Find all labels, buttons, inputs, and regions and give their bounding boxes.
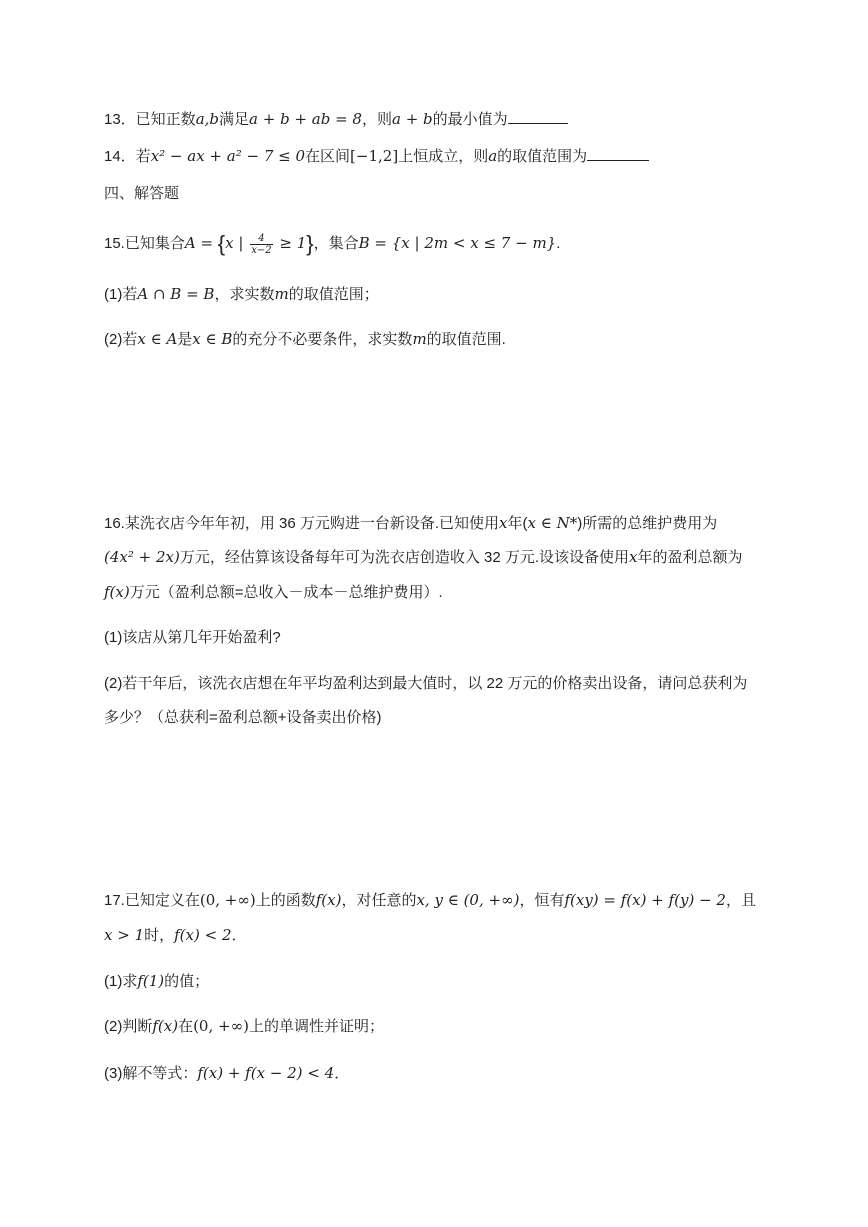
q15-fraction (250, 233, 272, 256)
q13-mid: 满足 (219, 111, 250, 128)
q15-p1-cond: A ∩ B = B (137, 285, 215, 303)
q17-l1-f: f(x) (315, 891, 342, 909)
q14-suffix: 的取值范围为 (497, 148, 588, 165)
q16-l3-suffix: 万元（盈利总额=总收入－成本－总维护费用）. (129, 584, 443, 601)
q16-l2-expr: (4x² + 2x) (104, 548, 180, 566)
q16-part-2-line-1: (2)若干年后，该洗衣店想在年平均盈利达到最大值时，以 22 万元的价格卖出设备，请问总获利为 (104, 675, 748, 692)
q15-p2-mid: 是 (177, 331, 193, 348)
q17-l1-suffix: ，且 (725, 892, 756, 909)
q17-l1-equation: f(xy) = f(x) + f(y) − 2 (564, 891, 726, 909)
q17-p3-ineq: f(x) + f(x − 2) < 4 (197, 1064, 335, 1082)
question-13 (104, 108, 568, 131)
question-14 (104, 145, 649, 168)
q17-p1-prefix: (1)求 (104, 973, 138, 990)
q17-l1-mid3: ，恒有 (519, 892, 565, 909)
q16-l2-x: x (629, 548, 638, 566)
q15-frac-den: x−2 (251, 244, 272, 256)
q16-l3-f: f(x) (104, 583, 130, 601)
q16-l1-suffix: )所需的总维护费用为 (577, 515, 718, 532)
q17-p2-f: f(x) (152, 1017, 179, 1035)
q17-p1-suffix: 的值； (164, 973, 210, 990)
q13-vars: a,b (195, 110, 220, 128)
q17-l1-domain: (0, +∞) (199, 891, 256, 909)
q15-set-a-lhs: A = (184, 234, 218, 252)
q16-l2-mid: 万元，经估算该设备每年可为洗衣店创造收入 32 万元.设该设备使用 (179, 549, 630, 566)
q15-set-b: B = {x | 2m < x ≤ 7 − m} (358, 234, 557, 252)
q15-left-brace: { (217, 231, 226, 257)
q16-l1-prefix: 16.某洗衣店今年年初，用 36 万元购进一台新设备.已知使用 (104, 515, 500, 532)
q15-p2-mid2: 的充分不必要条件，求实数 (232, 331, 413, 348)
q15-right-brace: } (306, 231, 314, 257)
q15-part-2 (104, 328, 506, 351)
q15-mid: ，集合 (313, 235, 359, 252)
q15-set-a-var: x | (225, 234, 249, 252)
q16-l1-x: x (499, 514, 508, 532)
q17-l1-xy: x, y ∈ (0, +∞) (416, 891, 520, 909)
q15-p1-prefix: (1)若 (104, 286, 138, 303)
q14-var: a (488, 147, 498, 165)
q17-l2-cond: x > 1 (104, 926, 145, 944)
q16-l1-mid: 年( (507, 515, 528, 532)
q17-p2-suffix: 上的单调性并证明； (248, 1018, 384, 1035)
q14-mid2: 上恒成立，则 (398, 148, 489, 165)
q17-part-3 (104, 1062, 349, 1085)
q17-p2-mid: 在 (178, 1018, 194, 1035)
q17-p3-prefix: (3)解不等式： (104, 1065, 198, 1082)
q17-l1-prefix: 17.已知定义在 (104, 892, 200, 909)
q15-prefix: 15.已知集合 (104, 235, 185, 252)
q13-answer-blank (508, 109, 568, 124)
q14-interval: [−1,2] (350, 147, 399, 165)
q17-p2-domain: (0, +∞) (193, 1017, 249, 1035)
q13-suffix: 的最小值为 (432, 111, 508, 128)
q17-p3-end: ． (334, 1065, 350, 1082)
q14-inequality: x² − ax + a² − 7 ≤ 0 (150, 147, 306, 165)
q15-p2-prefix: (2)若 (104, 331, 138, 348)
question-16-line-2 (104, 546, 743, 569)
section-title: 四、解答题 (104, 185, 180, 202)
q15-p1-var: m (274, 285, 289, 303)
q17-l1-mid2: ，对任意的 (341, 892, 417, 909)
q16-part-2-line-2: 多少？（总获利=盈利总额+设备卖出价格) (104, 709, 382, 726)
q17-p1-f: f(1) (137, 972, 165, 990)
q15-p1-suffix: 的取值范围； (288, 286, 379, 303)
q14-mid: 在区间 (305, 148, 351, 165)
q15-frac-num: 4 (250, 233, 272, 245)
q15-p1-mid: ，求实数 (214, 286, 275, 303)
q15-p2-suffix: 的取值范围. (426, 331, 506, 348)
question-16-line-1 (104, 512, 717, 535)
q15-p2-a: x ∈ A (137, 330, 178, 348)
q16-l1-domain: x ∈ N* (527, 514, 578, 532)
q13-prefix: 13．已知正数 (104, 111, 196, 128)
q15-part-1 (104, 283, 379, 306)
question-15 (104, 230, 560, 257)
q17-l2-end: ． (231, 927, 247, 944)
q17-l2-mid: 时， (144, 927, 175, 944)
q15-p2-b: x ∈ B (192, 330, 233, 348)
q13-expr: a + b (392, 110, 433, 128)
q16-l2-suffix: 年的盈利总额为 (637, 549, 743, 566)
question-16-line-3 (104, 581, 443, 604)
q17-l1-mid: 上的函数 (255, 892, 316, 909)
q17-part-2 (104, 1015, 384, 1038)
q17-p2-prefix: (2)判断 (104, 1018, 153, 1035)
q14-prefix: 14．若 (104, 148, 151, 165)
question-17-line-2 (104, 924, 247, 947)
q13-condition: a + b + ab = 8 (249, 110, 362, 128)
q15-p2-var: m (412, 330, 427, 348)
q15-set-a-tail: ≥ 1 (274, 234, 307, 252)
q16-part-1: (1)该店从第几年开始盈利? (104, 629, 281, 646)
question-17-line-1 (104, 889, 756, 912)
q14-answer-blank (587, 146, 649, 161)
q17-l2-ineq: f(x) < 2 (174, 926, 232, 944)
q15-end: . (556, 235, 561, 252)
q17-part-1 (104, 970, 209, 993)
q13-mid2: ，则 (361, 111, 392, 128)
